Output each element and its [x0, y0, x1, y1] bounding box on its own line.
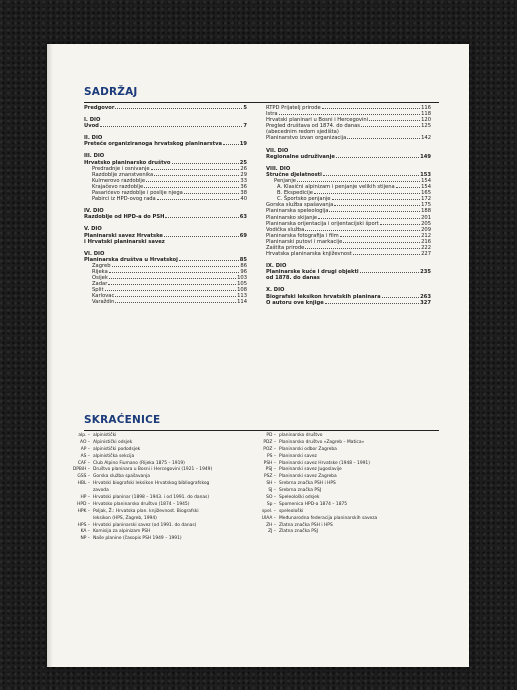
toc-leader-dots [380, 224, 420, 225]
abbreviation-code: SH – [266, 481, 276, 487]
toc-leader-dots [353, 254, 420, 255]
toc-page-number: 172 [421, 196, 431, 203]
abbreviation-meaning: Speleološki odsjek [279, 495, 320, 501]
toc-leader-dots [157, 199, 240, 200]
toc-section-heading: VI. DIO [84, 250, 105, 257]
toc-leader-dots [100, 126, 243, 127]
toc-entry-label: Predgovor [84, 105, 115, 111]
abbreviation-code: PS – [266, 453, 276, 459]
toc-leader-dots [115, 302, 236, 303]
toc-entry-label: Hrvatsko planinarsko društvo [84, 159, 171, 166]
abbreviation-code: UIAA – [261, 515, 276, 521]
abbreviation-meaning: Hrvatsko planinarsko društvo (1874 – 1945) [93, 501, 190, 507]
toc-entry-label: RTPD Prijatelj prirode [266, 105, 321, 111]
toc-entry-label: Pabirci iz HPD-ovog rada [92, 196, 156, 203]
toc-entry-label: Planinarska fotografija i film [266, 232, 339, 239]
toc-entry [266, 252, 431, 258]
toc-leader-dots [323, 175, 419, 176]
toc-entry-label: Planinarski putovi i markacije [266, 238, 343, 245]
toc-leader-dots [336, 157, 419, 158]
toc-entry-label: Karlovac [92, 293, 115, 300]
toc-page-number: 154 [421, 184, 431, 191]
abbreviation-meaning: Planinarsko društvo »Zagreb – Matica« [279, 439, 365, 445]
toc-page-number: 165 [421, 190, 431, 197]
toc-section-heading: VII. DIO [266, 147, 289, 154]
toc-page-number: 263 [420, 293, 431, 300]
abbreviations-title: SKRAĆENICE [84, 414, 161, 426]
toc-entry-label: Osijek [92, 275, 108, 282]
abbreviation-entry [62, 510, 262, 517]
toc-entry-label: Zadar [92, 281, 108, 288]
abbreviation-code: POZ – [263, 446, 276, 452]
abbreviation-code: HPS – [77, 522, 90, 528]
toc-entry-label: Planinarska speleologija [266, 208, 329, 215]
toc-leader-dots [340, 236, 420, 237]
abbreviation-code: spel. – [262, 508, 276, 514]
toc-entry-label: Stručne djelatnosti [266, 171, 322, 178]
toc-page-number: 5 [243, 105, 247, 111]
toc-entry [84, 124, 247, 130]
toc-entry-label: od 1878. do danas [266, 275, 320, 282]
toc-entry [84, 106, 247, 112]
toc-entry-label: Krajačevo razdoblje [92, 183, 144, 190]
abbreviation-code: ZJ – [268, 529, 276, 535]
toc-entry-label: Regionalne udruživanje [266, 153, 335, 160]
toc-page-number: 38 [240, 190, 247, 197]
toc-page-number: 96 [240, 268, 247, 275]
toc-page-number: 212 [421, 232, 431, 239]
abbreviation-code: SO – [266, 495, 276, 501]
toc-section-heading: VIII. DIO [266, 165, 291, 172]
abbreviation-meaning: Club Alpino Fiumano (Rijeka 1875 – 1919) [93, 460, 185, 466]
toc-leader-dots [109, 278, 236, 279]
abbreviation-meaning: Naše planine (časopis PSH 1949 – 1991) [93, 536, 182, 542]
toc-entry-label: Split [92, 287, 104, 294]
abbreviations-rule [84, 430, 439, 431]
toc-leader-dots [279, 114, 421, 115]
toc-entry-label: Varaždin [92, 299, 115, 306]
abbreviation-meaning: Hrvatski biografski leksikon Hrvatskog bibliografskog [93, 481, 210, 487]
toc-leader-dots [115, 108, 242, 109]
abbreviation-meaning: Gorska služba spašavanja [93, 474, 150, 480]
toc-page-number: 105 [237, 281, 247, 288]
toc-entry [84, 215, 247, 221]
toc-leader-dots [334, 205, 420, 206]
abbreviation-code: HPD – [77, 501, 90, 507]
abbreviation-code: HPK – [77, 508, 90, 514]
toc-page-number: 114 [237, 299, 247, 306]
abbreviation-code: GSS – [77, 474, 90, 480]
toc-entry-label: Biografski leksikon hrvatskih planinara [266, 293, 381, 300]
toc-page-number: 40 [240, 196, 247, 203]
toc-entry-label: i Hrvatski planinarski savez [84, 238, 165, 245]
toc-entry [84, 300, 247, 306]
abbreviation-meaning: planinarsko društvo [279, 433, 323, 438]
toc-leader-dots [146, 181, 239, 182]
toc-entry-label: Razdoblje znanstvenika [92, 171, 154, 178]
toc-leader-dots [164, 236, 239, 237]
abbreviation-entry [62, 524, 262, 531]
toc-page-number: 235 [420, 269, 431, 276]
toc-page-number: 216 [421, 238, 431, 245]
abbreviation-code: KA – [80, 529, 90, 535]
toc-entry-label: Planinarsko skijanje [266, 214, 318, 221]
toc-entry [84, 240, 247, 246]
toc-page-number: 86 [240, 262, 247, 269]
toc-entry [266, 136, 431, 142]
abbreviations-left-column [62, 434, 262, 544]
abbreviation-meaning: Srebrna značka PSJ [279, 488, 322, 494]
toc-section-heading: X. DIO [266, 287, 285, 294]
toc-page-number: 205 [421, 220, 431, 227]
toc-entry-label: O autoru ove knjige [266, 299, 324, 306]
toc-leader-dots [382, 297, 420, 298]
toc-leader-dots [369, 120, 420, 121]
toc-page-number: 227 [421, 251, 431, 258]
toc-leader-dots [179, 260, 239, 261]
toc-entry-label: A. Klasični alpinizam i penjanje velikih stijena [277, 184, 395, 191]
toc-entry-label: (abecednim redom sjedišta) [266, 129, 339, 136]
abbreviation-meaning: Društvo planinara u Bosni i Hercegovini (1921 – 1949) [93, 467, 213, 473]
toc-section-heading: IV. DIO [84, 208, 104, 215]
toc-page-number: 36 [240, 183, 247, 190]
abbreviation-entry [62, 537, 262, 544]
abbreviation-code: SJ – [268, 488, 276, 494]
toc-page-number: 222 [421, 244, 431, 251]
abbreviation-meaning: Komisija za alpinizam PSH [93, 529, 151, 535]
toc-leader-dots [105, 290, 237, 291]
toc-entry-label: Planinarska orijentacija i orijentacijski šport [266, 220, 379, 227]
abbreviation-meaning: Srebrna značka PSH i HPS [279, 481, 336, 487]
abbreviation-code: PSJ – [265, 467, 276, 473]
abbreviation-code: ZH – [266, 522, 276, 528]
toc-page-number: 33 [240, 177, 247, 184]
abbreviation-entry [62, 441, 262, 448]
toc-leader-dots [329, 211, 420, 212]
abbreviation-meaning: Međunarodna federacija planinarskih saveza [279, 515, 378, 521]
toc-section-heading: III. DIO [84, 153, 105, 160]
toc-section-heading: II. DIO [84, 135, 103, 142]
abbreviation-entry [62, 448, 262, 455]
page-gutter [47, 44, 53, 667]
toc-leader-dots [184, 193, 240, 194]
abbreviation-code: NP – [80, 536, 90, 542]
toc-entry-label: Preteče organiziranoga hrvatskog planinarstva [84, 141, 222, 148]
abbreviation-code: alp. – [78, 433, 90, 438]
toc-page-number: 142 [421, 135, 431, 142]
abbreviation-code: CAF – [77, 460, 90, 466]
toc-leader-dots [396, 187, 420, 188]
toc-page-number: 26 [240, 165, 247, 172]
toc-title: SADRŽAJ [84, 86, 138, 98]
toc-page-number: 29 [240, 171, 247, 178]
toc-page-number: 103 [237, 275, 247, 282]
toc-leader-dots [343, 242, 420, 243]
toc-entry [266, 276, 431, 282]
abbreviation-meaning: zavoda [93, 488, 109, 494]
toc-page-number: 85 [239, 256, 247, 263]
toc-leader-dots [360, 272, 419, 273]
toc-leader-dots [108, 284, 236, 285]
toc-entry-label: Planinarske kuće i drugi objekti [266, 269, 359, 276]
toc-entry [266, 301, 431, 307]
toc-leader-dots [144, 187, 239, 188]
toc-rule [84, 102, 439, 103]
toc-entry-label: B. Ekspedicije [277, 190, 313, 197]
toc-entry-label: Istra [266, 111, 278, 118]
toc-entry-label: Predradnje i osnivanje [92, 165, 150, 172]
toc-entry-label: Hrvatski planinari u Bosni i Hercegovini [266, 117, 369, 124]
toc-entry-label: Rijeka [92, 268, 108, 275]
toc-leader-dots [347, 138, 420, 139]
toc-page-number: 201 [421, 214, 431, 221]
toc-entry-label: C. Športsko penjanje [277, 196, 331, 203]
abbreviation-meaning: Planinarski savez Zagreba [279, 474, 337, 480]
toc-page-number: 7 [243, 123, 247, 130]
toc-leader-dots [223, 144, 239, 145]
abbreviation-meaning: Planinarski odbor Zagreba [279, 446, 337, 452]
toc-page-number: 153 [420, 171, 431, 178]
toc-leader-dots [154, 175, 239, 176]
toc-page-number: 108 [237, 287, 247, 294]
toc-left-column [84, 106, 247, 307]
abbreviations-right-column [248, 434, 458, 537]
abbreviation-meaning: Poljak, Ž.: Hrvatska plan. književnost. Biografski [93, 508, 199, 514]
toc-entry-label: Planinarstvo izvan organizacija [266, 135, 347, 142]
toc-entry-label: Planinarski savez Hrvatske [84, 232, 163, 239]
toc-page-number: 116 [421, 105, 431, 111]
toc-page-number: 25 [239, 159, 247, 166]
toc-page-number: 120 [421, 117, 431, 124]
toc-leader-dots [332, 199, 421, 200]
toc-entry [84, 197, 247, 203]
toc-page-number: 118 [421, 111, 431, 118]
abbreviation-entry [62, 482, 262, 489]
toc-section-heading: IX. DIO [266, 263, 287, 270]
toc-entry-label: Zagreb [92, 262, 111, 269]
abbreviation-meaning: alpinistički [93, 433, 117, 438]
abbreviation-code: HP – [80, 495, 90, 501]
toc-leader-dots [305, 230, 420, 231]
toc-leader-dots [318, 218, 420, 219]
toc-entry-label: Pregled društava od 1874. do danas [266, 123, 361, 130]
toc-leader-dots [151, 169, 240, 170]
abbreviation-meaning: Hrvatski planinarski savez (od 1991. do danas) [93, 522, 197, 528]
abbreviation-code: AO – [80, 439, 90, 445]
abbreviation-code: PD – [266, 433, 276, 438]
abbreviation-code: PSH – [263, 460, 276, 466]
abbreviation-entry [62, 468, 262, 475]
toc-leader-dots [325, 303, 419, 304]
toc-entry-label: Pasarićevo razdoblje i poslije njega [92, 190, 183, 197]
abbreviation-entry [248, 530, 458, 537]
toc-page-number: 149 [420, 153, 431, 160]
abbreviation-meaning: Planinarski savez [279, 453, 317, 459]
toc-entry [266, 155, 431, 161]
abbreviation-meaning: leksikon (HPS, Zagreb, 1994) [93, 515, 157, 521]
abbreviation-meaning: Zlatna značka PSJ [279, 529, 318, 535]
toc-right-column [266, 106, 431, 307]
toc-leader-dots [112, 266, 240, 267]
toc-entry-label: Planinarska društva u Hrvatskoj [84, 256, 178, 263]
abbreviation-meaning: Alpinistički odsjek [93, 439, 133, 445]
toc-leader-dots [115, 296, 236, 297]
toc-leader-dots [109, 272, 240, 273]
toc-page-number: 113 [237, 293, 247, 300]
abbreviation-code: Sp – [266, 501, 276, 507]
toc-page-number: 188 [421, 208, 431, 215]
toc-page-number: 327 [420, 299, 431, 306]
toc-entry-label: Uvod [84, 123, 99, 130]
abbreviation-meaning: Zlatna značka PSH i HPS [279, 522, 333, 528]
toc-leader-dots [165, 217, 238, 218]
toc-page-number: 63 [239, 214, 247, 221]
toc-entry-label: Kulmerovo razdoblje [92, 177, 146, 184]
abbreviation-code: AP – [80, 446, 90, 452]
abbreviation-code: PSZ – [263, 474, 276, 480]
abbreviation-meaning: Planinarski savez Jugoslavije [279, 467, 342, 473]
abbreviation-code: AS – [80, 453, 90, 459]
toc-entry-label: Hrvatska planinarska književnost [266, 251, 352, 258]
toc-leader-dots [314, 193, 420, 194]
abbreviation-meaning: Spomenica HPD-a 1874 – 1875 [279, 501, 348, 507]
abbreviation-meaning: Planinarski savez Hrvatske (1948 – 1991) [279, 460, 370, 466]
toc-leader-dots [305, 248, 420, 249]
toc-entry-label: Gorska služba spašavanja [266, 202, 334, 209]
toc-section-heading: V. DIO [84, 226, 102, 233]
toc-entry [84, 142, 247, 148]
toc-leader-dots [172, 163, 239, 164]
toc-page-number: 69 [239, 232, 247, 239]
toc-section-heading: I. DIO [84, 117, 101, 124]
abbreviation-meaning: alpinistička sekcija [93, 453, 135, 459]
toc-page-number: 175 [421, 202, 431, 209]
toc-entry-label: Razdoblje od HPD-a do PSH [84, 214, 165, 221]
toc-leader-dots [322, 108, 420, 109]
toc-page-number: 19 [239, 141, 247, 148]
toc-leader-dots [297, 181, 420, 182]
abbreviation-code: DPBiH – [72, 467, 90, 473]
toc-page-number: 125 [421, 123, 431, 130]
toc-page-number: 154 [421, 177, 431, 184]
abbreviation-meaning: alpinistički pododsjek [93, 446, 141, 452]
abbreviation-meaning: Hrvatski planinar (1898 – 1943. i od 1991. do danas) [93, 495, 210, 501]
toc-entry-label: Zaštita prirode [266, 244, 305, 251]
abbreviation-code: HBL – [77, 481, 90, 487]
toc-leader-dots [361, 126, 420, 127]
toc-entry-label: Penjanje [274, 177, 296, 184]
toc-page-number: 209 [421, 226, 431, 233]
toc-entry-label: Vodička služba [266, 226, 305, 233]
abbreviation-meaning: speleološki [279, 508, 304, 514]
abbreviation-entry [62, 434, 262, 441]
abbreviation-code: PDZ – [263, 439, 276, 445]
